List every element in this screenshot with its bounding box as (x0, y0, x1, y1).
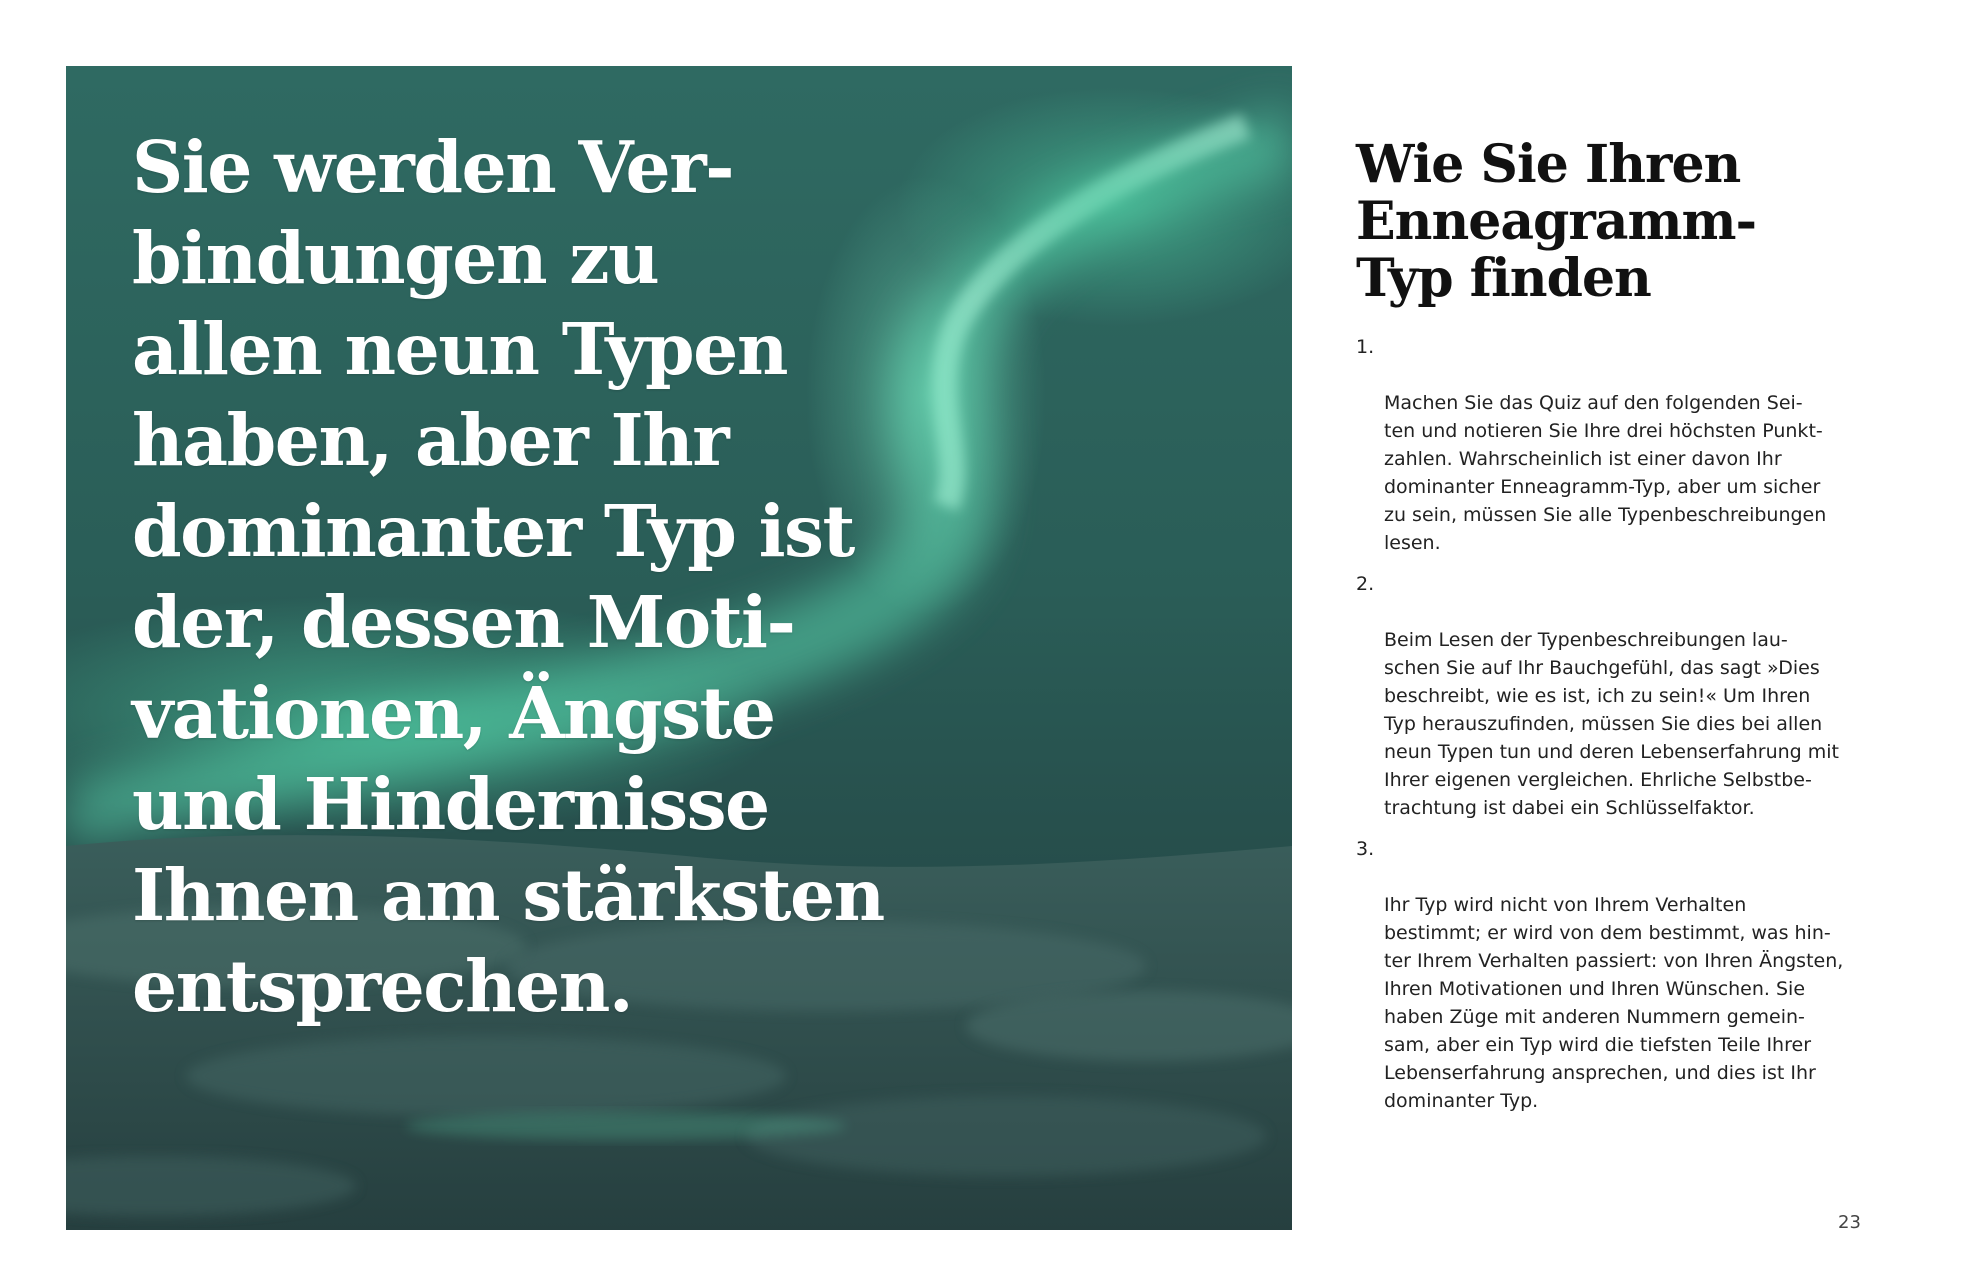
list-item (1356, 333, 1876, 557)
list-item (1356, 570, 1876, 822)
step-text: Beim Lesen der Typenbeschreibungen lau- schen Sie auf Ihr Bauchgefühl, das sagt »Dies beschreibt, wie es ist, ich zu sein!« Um Ihren Typ herauszufinden, müssen Sie dies bei allen neun Typen tun und deren Lebenserfahrung mit Ihrer eigenen vergleichen. Ehrliche Selbstbe- trachtung ist dabei ein Schlüsselfaktor. (1384, 629, 1839, 819)
pull-quote: Sie werden Ver- bindungen zu allen neun Typen haben, aber Ihr dominanter Typ ist der, dessen Moti- vationen, Ängste und Hindernisse Ihnen am stärksten entsprechen. (132, 125, 884, 1028)
list-item (1356, 835, 1876, 1115)
aurora-photo-panel (66, 66, 1292, 1230)
section-heading: Wie Sie Ihren Enneagramm- Typ finden (1356, 134, 1757, 309)
steps-list (1356, 333, 1876, 1115)
step-number: 3. (1356, 838, 1375, 860)
step-number: 2. (1356, 573, 1375, 595)
page-number: 23 (1838, 1212, 1861, 1233)
step-text: Ihr Typ wird nicht von Ihrem Verhalten bestimmt; er wird von dem bestimmt, was hin- ter Ihrem Verhalten passiert: von Ihren Ängsten, Ihren Motivationen und Ihren Wünschen. Sie haben Züge mit anderen Nummern gemein- sam, aber ein Typ wird die tiefsten Teile Ihrer Lebenserfahrung ansprechen, und dies ist Ihr dominanter Typ. (1384, 894, 1844, 1112)
step-number: 1. (1356, 336, 1375, 358)
step-text: Machen Sie das Quiz auf den folgenden Sei- ten und notieren Sie Ihre drei höchsten Punkt- zahlen. Wahrscheinlich ist einer davon Ihr dominanter Enneagramm-Typ, aber um sicher zu sein, müssen Sie alle Typenbeschreibungen lesen. (1384, 392, 1827, 554)
instructions-column (1356, 136, 1876, 1128)
